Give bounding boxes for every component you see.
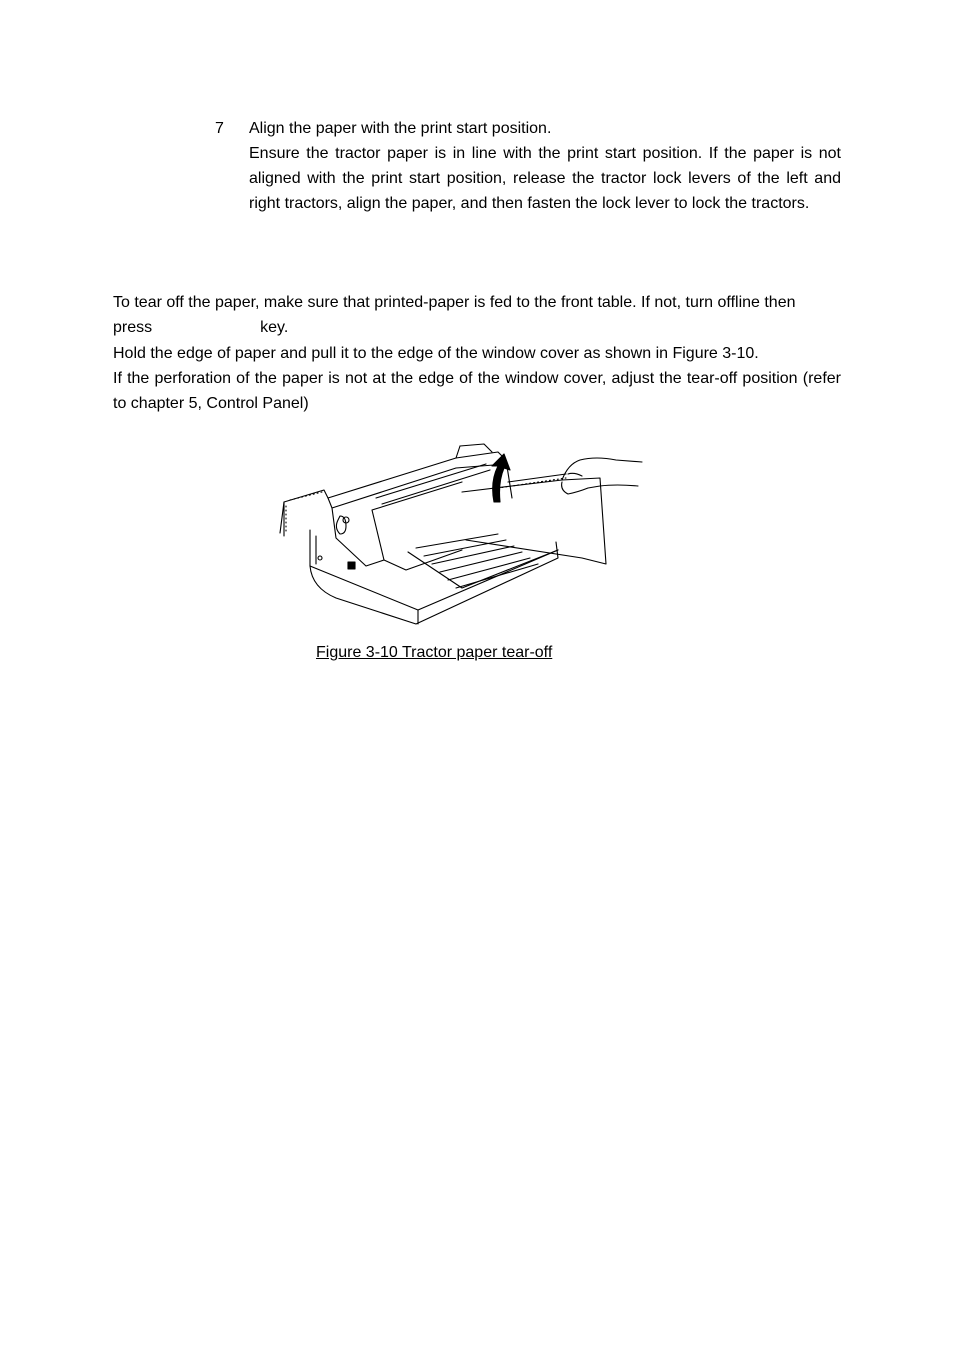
tearoff-hold-instruction: Hold the edge of paper and pull it to the edge of the window cover as shown in Figure 3-10. [113, 345, 759, 362]
tearoff-line-1: To tear off the paper, make sure that printed-paper is fed to the front table. If not, turn offline then [113, 294, 796, 311]
step-title: Align the paper with the print start position. [249, 120, 552, 137]
step-body [249, 116, 841, 216]
step-description: Ensure the tractor paper is in line with the print start position. If the paper is not aligned with the print start position, release the tractor lock levers of the left and right tractors, align the paper, and then fasten the lock lever to lock the tractors. [249, 145, 841, 212]
tearoff-paragraph [113, 290, 841, 340]
printer-tearoff-illustration [276, 438, 646, 628]
figure-caption: Figure 3-10 Tractor paper tear-off [316, 644, 553, 661]
tearoff-adjust-instruction: If the perforation of the paper is not at the edge of the window cover, adjust the tear-off position (refer to chapter 5, Control Panel) [113, 370, 841, 412]
step-number: 7 [215, 120, 224, 137]
press-text: press [113, 319, 153, 336]
press-key-line [113, 315, 841, 340]
key-text: key. [260, 319, 289, 336]
